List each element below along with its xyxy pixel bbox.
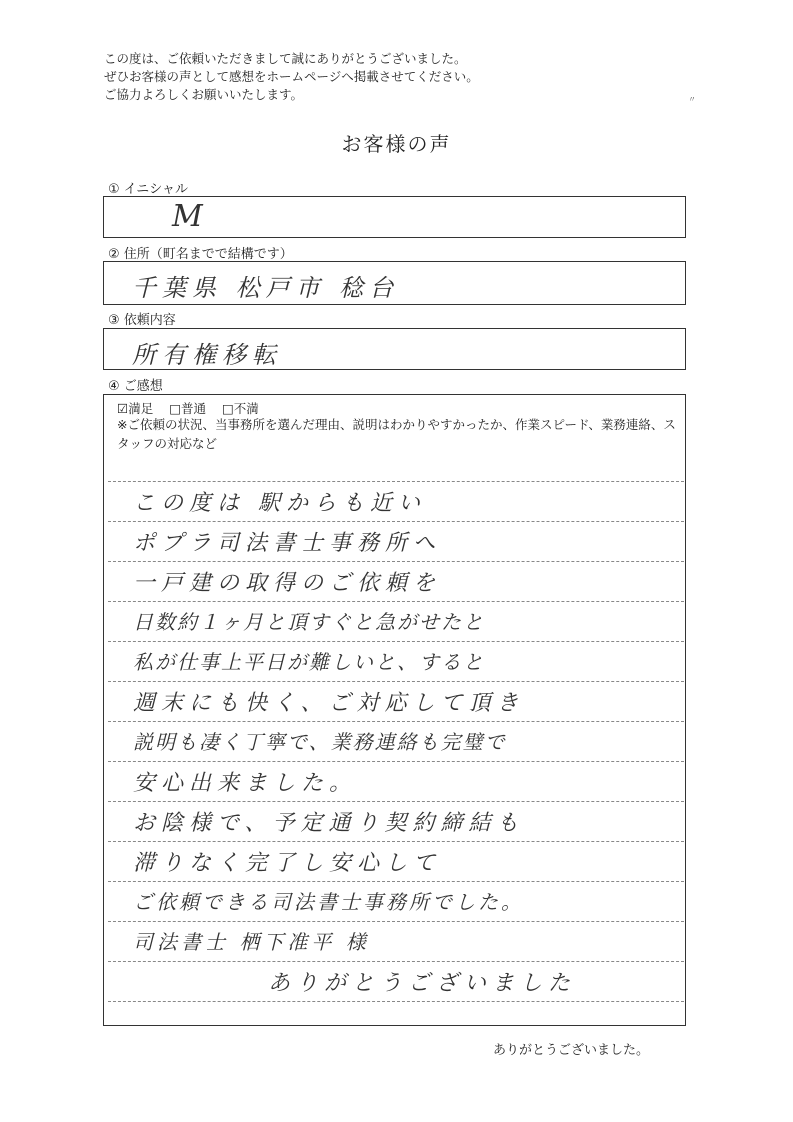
handwritten-line: ご依頼できる司法書士事務所でした。 xyxy=(133,890,524,914)
ruled-line xyxy=(108,801,684,802)
ruled-line xyxy=(108,721,684,722)
intro-text xyxy=(104,50,479,104)
request-box xyxy=(103,328,686,370)
handwritten-line: 一戸建の取得のご依頼を xyxy=(133,571,442,596)
handwritten-line: ポプラ司法書士事務所へ xyxy=(133,531,442,556)
ruled-line xyxy=(108,841,684,842)
request-value: 所有権移転 xyxy=(132,341,282,369)
initial-value: M xyxy=(172,199,209,234)
address-value: 千葉県 松戸市 稔台 xyxy=(132,274,400,302)
scan-mark: 〃 xyxy=(688,95,696,104)
rating-satisfied[interactable]: ☑満足 xyxy=(117,401,154,416)
handwritten-line: 日数約１ヶ月と頂すぐと急がせたと xyxy=(133,610,485,634)
ruled-line xyxy=(108,561,684,562)
handwritten-line: 説明も凄く丁寧で、業務連絡も完璧で xyxy=(133,730,507,754)
ruled-line xyxy=(108,521,684,522)
ruled-line xyxy=(108,761,684,762)
initial-box xyxy=(103,196,686,238)
address-label: ② 住所（町名までで結構です） xyxy=(108,247,293,262)
ruled-line xyxy=(108,961,684,962)
handwritten-line: 週末にも快く、ご対応して頂き xyxy=(133,691,525,716)
intro-line: この度は、ご依頼いただきまして誠にありがとうございました。 xyxy=(104,51,467,66)
address-box xyxy=(103,261,686,305)
impression-note: ※ご依頼の状況、当事務所を選んだ理由、説明はわかりやすかったか、作業スピード、業務連絡、スタッフの対応など xyxy=(117,417,676,451)
ruled-line xyxy=(108,1001,684,1002)
handwritten-line: この度は 駅からも近い xyxy=(133,491,426,516)
initial-label: ① イニシャル xyxy=(108,182,189,197)
ruled-line xyxy=(108,921,684,922)
handwritten-line: ありがとうございました xyxy=(268,971,577,996)
request-label: ③ 依頼内容 xyxy=(108,313,176,328)
handwritten-line: 滞りなく完了し安心して xyxy=(133,851,442,876)
ruled-line xyxy=(108,601,684,602)
page-title: お客様の声 xyxy=(341,132,452,156)
ruled-line xyxy=(108,881,684,882)
impression-label: ④ ご感想 xyxy=(108,379,163,394)
ruled-line xyxy=(108,681,684,682)
intro-line: ぜひお客様の声として感想をホームページへ掲載させてください。 xyxy=(104,69,479,84)
handwritten-line: 私が仕事上平日が難しいと、すると xyxy=(133,650,485,674)
handwritten-line: 司法書士 栖下准平 様 xyxy=(133,930,370,954)
ruled-line xyxy=(108,481,684,482)
ruled-line xyxy=(108,641,684,642)
handwritten-line: 安心出来ました。 xyxy=(133,771,358,796)
handwritten-line: お陰様で、予定通り契約締結も xyxy=(133,811,525,836)
rating-dissatisfied[interactable]: □不満 xyxy=(222,401,259,416)
intro-line: ご協力よろしくお願いいたします。 xyxy=(104,87,304,102)
closing-text: ありがとうございました。 xyxy=(493,1043,650,1058)
rating-normal[interactable]: □普通 xyxy=(169,401,207,416)
